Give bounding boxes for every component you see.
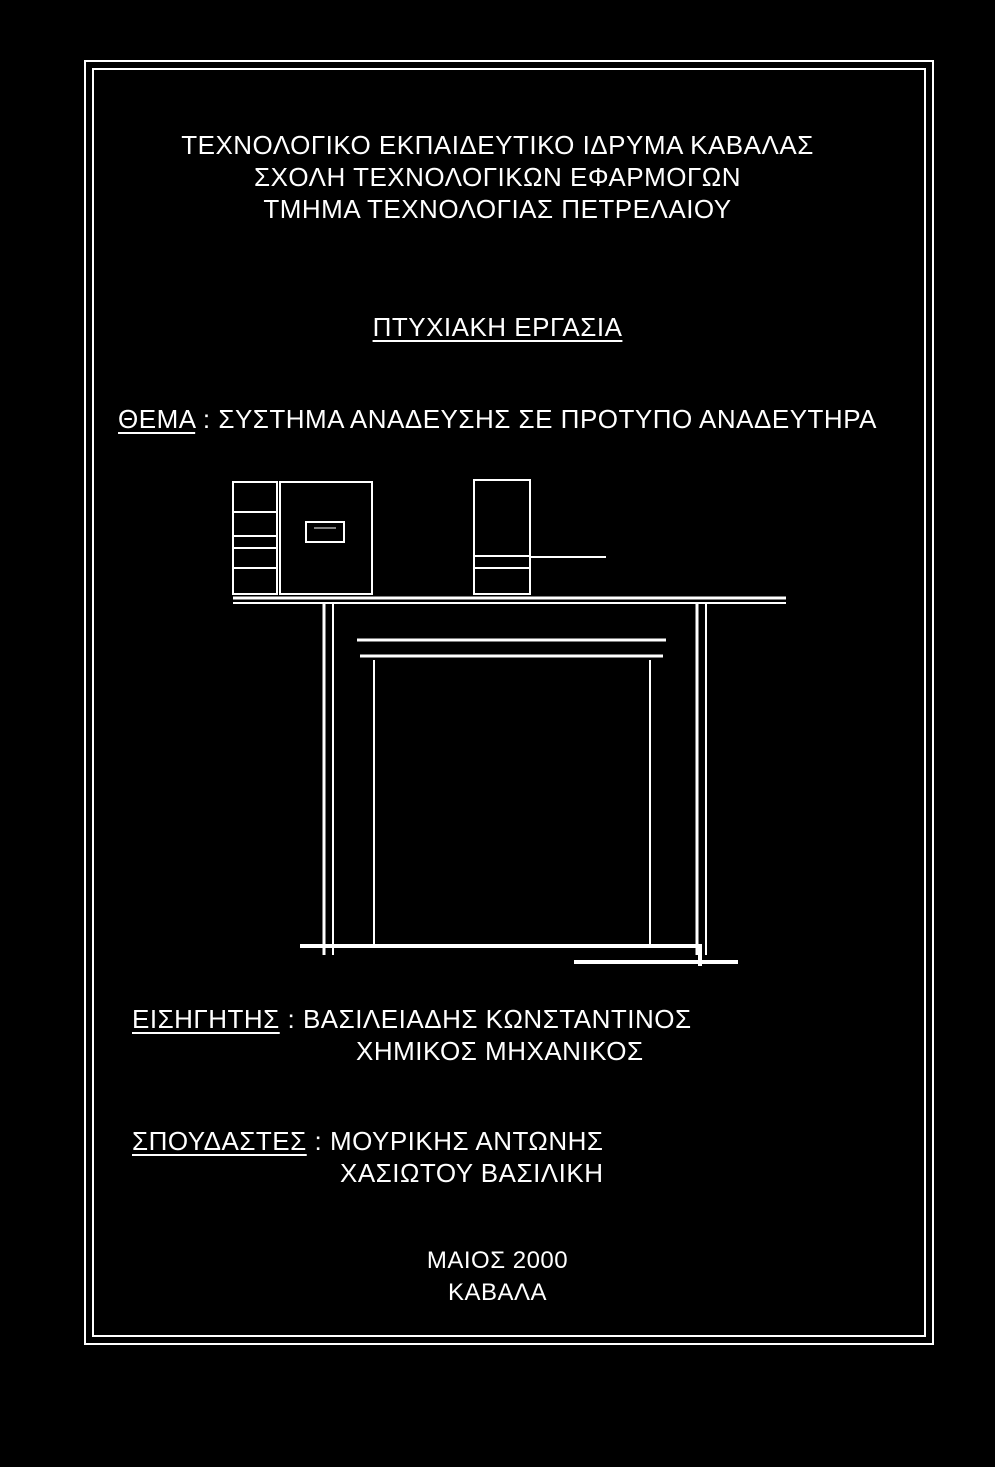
topic-text: ΣΥΣΤΗΜΑ ΑΝΑΔΕΥΣΗΣ ΣΕ ΠΡΟΤΥΠΟ ΑΝΑΔΕΥΤΗΡΑ: [218, 404, 877, 434]
control-shelf-unit: [233, 482, 277, 594]
topic-label: ΘΕΜΑ: [118, 404, 196, 434]
student-name-1: ΜΟΥΡΙΚΗΣ ΑΝΤΩΝΗΣ: [329, 1126, 604, 1156]
students-label: ΣΠΟΥΔΑΣΤΕΣ: [132, 1126, 307, 1156]
control-box: [280, 482, 372, 594]
supervisor-label: ΕΙΣΗΓΗΤΗΣ: [132, 1004, 280, 1034]
thesis-label: ΠΤΥΧΙΑΚΗ ΕΡΓΑΣΙΑ: [372, 312, 623, 342]
school-name: ΣΧΟΛΗ ΤΕΧΝΟΛΟΓΙΚΩΝ ΕΦΑΡΜΟΓΩΝ: [254, 162, 741, 192]
students-separator: :: [314, 1126, 323, 1156]
supervisor-line: [132, 1004, 692, 1034]
supervisor-name: ΒΑΣΙΛΕΙΑΔΗΣ ΚΩΝΣΤΑΝΤΙΝΟΣ: [302, 1004, 692, 1034]
motor-housing: [474, 480, 530, 594]
supervisor-separator: :: [287, 1004, 296, 1034]
student-name-2: ΧΑΣΙΩΤΟΥ ΒΑΣΙΛΙΚΗ: [340, 1158, 604, 1188]
supervisor-title: ΧΗΜΙΚΟΣ ΜΗΧΑΝΙΚΟΣ: [356, 1036, 644, 1066]
date: ΜΑΙΟΣ 2000: [426, 1247, 569, 1274]
department-name: ΤΜΗΜΑ ΤΕΧΝΟΛΟΓΙΑΣ ΠΕΤΡΕΛΑΙΟΥ: [263, 194, 732, 224]
institution-name: ΤΕΧΝΟΛΟΓΙΚΟ ΕΚΠΑΙΔΕΥΤΙΚΟ ΙΔΡΥΜΑ ΚΑΒΑΛΑΣ: [181, 130, 814, 160]
students-line: [132, 1126, 603, 1156]
control-display-panel: [306, 522, 344, 542]
topic-separator: :: [202, 404, 211, 434]
city: ΚΑΒΑΛΑ: [447, 1279, 548, 1306]
